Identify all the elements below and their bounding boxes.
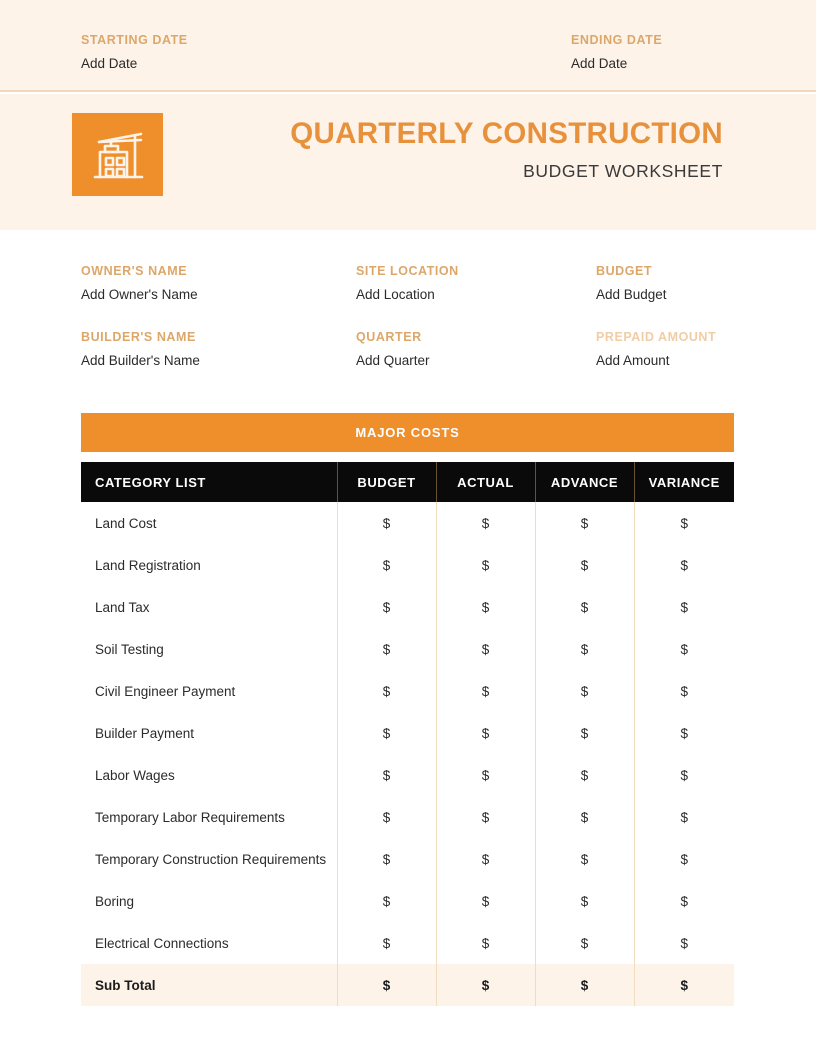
budget-input[interactable]: Add Budget: [596, 287, 667, 302]
row-actual-cell[interactable]: $: [436, 586, 535, 628]
major-costs-table-wrap: [81, 413, 734, 1006]
row-advance-cell[interactable]: $: [535, 670, 634, 712]
title-block: [290, 116, 723, 182]
row-variance-cell[interactable]: $: [634, 754, 734, 796]
construction-crane-building-icon: [89, 128, 147, 182]
row-actual-cell[interactable]: $: [436, 502, 535, 544]
row-budget-cell[interactable]: $: [337, 502, 436, 544]
subtotal-label: Sub Total: [81, 964, 337, 1006]
row-advance-cell[interactable]: $: [535, 586, 634, 628]
row-variance-cell[interactable]: $: [634, 670, 734, 712]
budget-label: BUDGET: [596, 264, 653, 278]
row-actual-cell[interactable]: $: [436, 544, 535, 586]
ending-date-field: [571, 33, 662, 72]
row-actual-cell[interactable]: $: [436, 670, 535, 712]
row-budget-cell[interactable]: $: [337, 838, 436, 880]
row-category: Labor Wages: [81, 754, 337, 796]
row-budget-cell[interactable]: $: [337, 880, 436, 922]
table-head: [81, 462, 734, 502]
title-band: [0, 94, 816, 230]
owner-name-field: [81, 264, 198, 303]
row-category: Boring: [81, 880, 337, 922]
table-header-row: [81, 462, 734, 502]
column-header-actual: ACTUAL: [436, 462, 535, 502]
info-row-2: [81, 330, 741, 396]
prepaid-amount-field: [596, 330, 716, 369]
ending-date-input[interactable]: Add Date: [571, 56, 628, 71]
row-budget-cell[interactable]: $: [337, 712, 436, 754]
builder-name-input[interactable]: Add Builder's Name: [81, 353, 200, 368]
row-actual-cell[interactable]: $: [436, 838, 535, 880]
starting-date-input[interactable]: Add Date: [81, 56, 138, 71]
row-advance-cell[interactable]: $: [535, 922, 634, 964]
table-row: [81, 670, 734, 712]
row-budget-cell[interactable]: $: [337, 586, 436, 628]
row-advance-cell[interactable]: $: [535, 712, 634, 754]
ending-date-label: ENDING DATE: [571, 33, 663, 47]
row-variance-cell[interactable]: $: [634, 712, 734, 754]
prepaid-amount-input[interactable]: Add Amount: [596, 353, 670, 368]
owner-name-label: OWNER'S NAME: [81, 264, 188, 278]
row-budget-cell[interactable]: $: [337, 628, 436, 670]
builder-name-field: [81, 330, 200, 369]
row-category: Builder Payment: [81, 712, 337, 754]
quarter-input[interactable]: Add Quarter: [356, 353, 430, 368]
info-row-1: [81, 264, 741, 330]
quarter-label: QUARTER: [356, 330, 422, 344]
row-category: Soil Testing: [81, 628, 337, 670]
subtotal-actual-cell[interactable]: $: [436, 964, 535, 1006]
row-category: Temporary Labor Requirements: [81, 796, 337, 838]
row-budget-cell[interactable]: $: [337, 544, 436, 586]
row-variance-cell[interactable]: $: [634, 838, 734, 880]
table-row: [81, 544, 734, 586]
row-category: Land Registration: [81, 544, 337, 586]
table-row: [81, 838, 734, 880]
major-costs-banner: [81, 413, 734, 452]
row-advance-cell[interactable]: $: [535, 754, 634, 796]
site-location-field: [356, 264, 459, 303]
column-header-variance: VARIANCE: [634, 462, 734, 502]
row-advance-cell[interactable]: $: [535, 544, 634, 586]
quarter-field: [356, 330, 430, 369]
row-actual-cell[interactable]: $: [436, 880, 535, 922]
row-variance-cell[interactable]: $: [634, 880, 734, 922]
row-advance-cell[interactable]: $: [535, 796, 634, 838]
table-body: [81, 502, 734, 1006]
table-row: [81, 922, 734, 964]
site-location-input[interactable]: Add Location: [356, 287, 435, 302]
row-category: Electrical Connections: [81, 922, 337, 964]
table-row: [81, 628, 734, 670]
column-header-category: CATEGORY LIST: [81, 462, 337, 502]
budget-field: [596, 264, 667, 303]
owner-name-input[interactable]: Add Owner's Name: [81, 287, 198, 302]
row-variance-cell[interactable]: $: [634, 586, 734, 628]
subtotal-variance-cell[interactable]: $: [634, 964, 734, 1006]
row-variance-cell[interactable]: $: [634, 628, 734, 670]
row-actual-cell[interactable]: $: [436, 754, 535, 796]
major-costs-table: [81, 462, 734, 1006]
major-costs-label: MAJOR COSTS: [355, 425, 460, 440]
row-advance-cell[interactable]: $: [535, 838, 634, 880]
table-row: [81, 796, 734, 838]
column-header-advance: ADVANCE: [535, 462, 634, 502]
site-location-label: SITE LOCATION: [356, 264, 459, 278]
row-actual-cell[interactable]: $: [436, 712, 535, 754]
table-row: [81, 754, 734, 796]
row-category: Civil Engineer Payment: [81, 670, 337, 712]
row-actual-cell[interactable]: $: [436, 628, 535, 670]
row-advance-cell[interactable]: $: [535, 880, 634, 922]
row-variance-cell[interactable]: $: [634, 796, 734, 838]
starting-date-field: [81, 33, 188, 72]
row-category: Land Tax: [81, 586, 337, 628]
row-actual-cell[interactable]: $: [436, 922, 535, 964]
row-advance-cell[interactable]: $: [535, 502, 634, 544]
column-header-budget: BUDGET: [337, 462, 436, 502]
page-subtitle: BUDGET WORKSHEET: [523, 161, 723, 181]
subtotal-row: [81, 964, 734, 1006]
table-row: [81, 586, 734, 628]
row-category: Land Cost: [81, 502, 337, 544]
row-budget-cell[interactable]: $: [337, 796, 436, 838]
starting-date-label: STARTING DATE: [81, 33, 188, 47]
subtotal-advance-cell[interactable]: $: [535, 964, 634, 1006]
table-row: [81, 880, 734, 922]
page-title: QUARTERLY CONSTRUCTION: [290, 117, 723, 150]
row-variance-cell[interactable]: $: [634, 544, 734, 586]
row-advance-cell[interactable]: $: [535, 628, 634, 670]
row-variance-cell[interactable]: $: [634, 502, 734, 544]
logo-tile: [72, 113, 163, 196]
table-row: [81, 502, 734, 544]
row-budget-cell[interactable]: $: [337, 670, 436, 712]
info-grid: [81, 264, 741, 396]
prepaid-amount-label: PREPAID AMOUNT: [596, 330, 717, 344]
row-actual-cell[interactable]: $: [436, 796, 535, 838]
table-row: [81, 712, 734, 754]
date-band: [0, 0, 816, 92]
row-budget-cell[interactable]: $: [337, 922, 436, 964]
builder-name-label: BUILDER'S NAME: [81, 330, 196, 344]
row-variance-cell[interactable]: $: [634, 922, 734, 964]
row-category: Temporary Construction Requirements: [81, 838, 337, 880]
subtotal-budget-cell[interactable]: $: [337, 964, 436, 1006]
row-budget-cell[interactable]: $: [337, 754, 436, 796]
